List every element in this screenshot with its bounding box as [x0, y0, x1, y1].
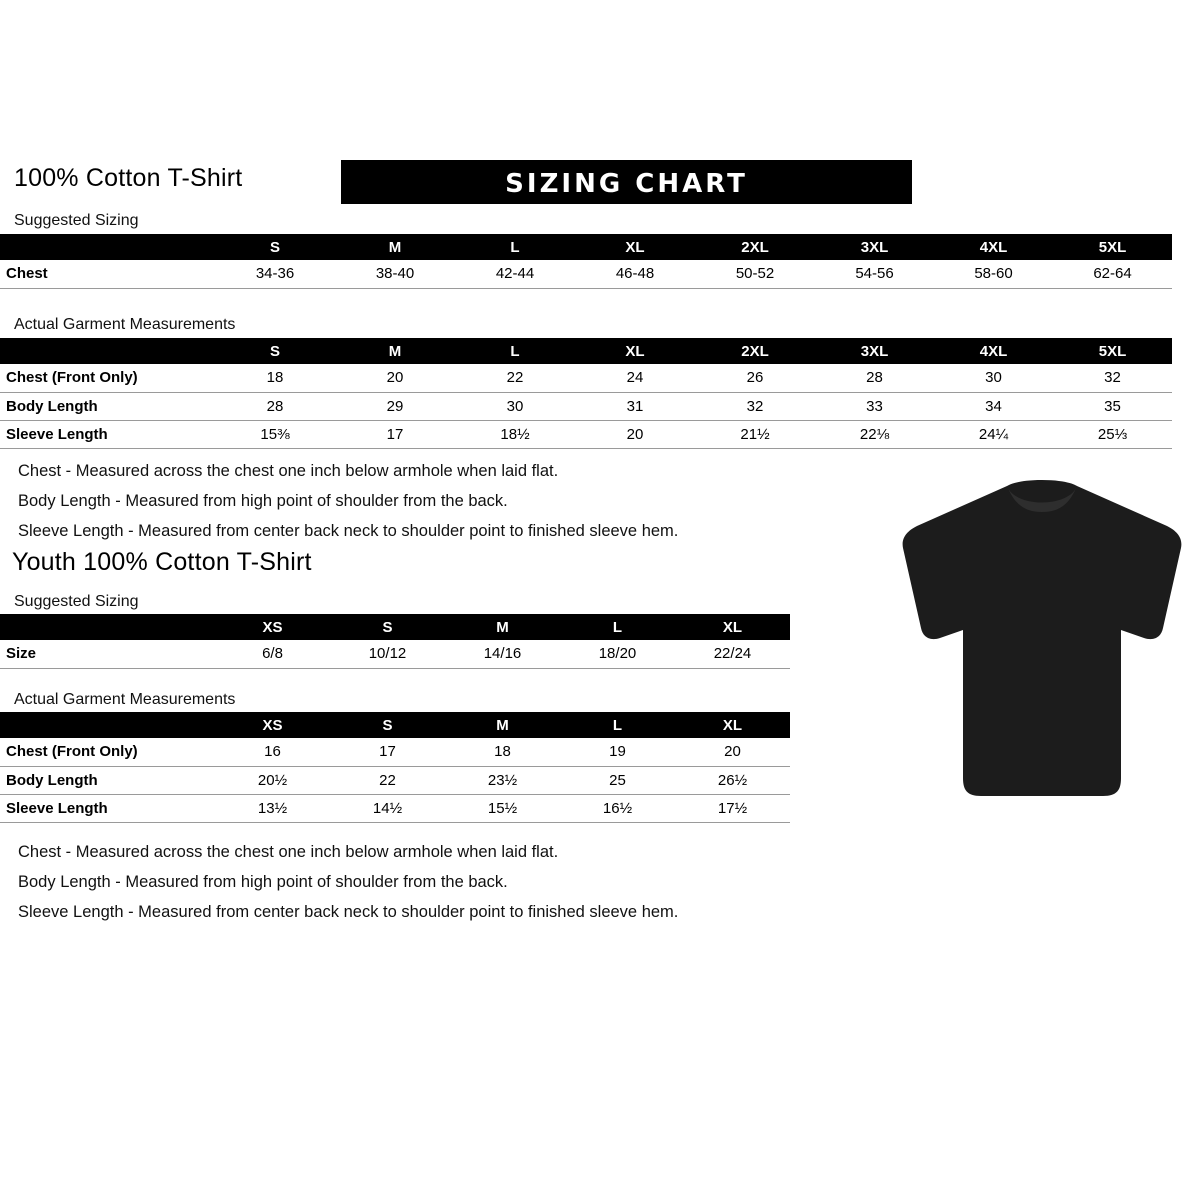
table-header-row	[0, 712, 790, 738]
youth-note-chest: Chest - Measured across the chest one inch below armhole when laid flat.	[18, 843, 559, 861]
row-label: Body Length	[6, 397, 98, 415]
cell: 54-56	[855, 265, 894, 283]
cell: 34	[985, 397, 1002, 415]
column-header: S	[269, 342, 280, 360]
cell: 25⅓	[1097, 425, 1128, 443]
tshirt-icon	[895, 478, 1190, 808]
column-header: XL	[625, 342, 645, 360]
adult-note-body-length: Body Length - Measured from high point of shoulder from the back.	[18, 492, 508, 510]
youth-note-sleeve-length: Sleeve Length - Measured from center back neck to shoulder point to finished sleeve hem.	[18, 903, 679, 921]
column-header: S	[269, 238, 280, 256]
cell: 21½	[740, 425, 770, 443]
adult-suggested-label: Suggested Sizing	[14, 212, 139, 229]
cell: 16	[264, 743, 281, 761]
cell: 20	[386, 369, 404, 387]
column-header: 3XL	[860, 342, 889, 360]
column-header: L	[510, 238, 520, 256]
cell: 20	[626, 425, 644, 443]
cell: 23½	[487, 771, 518, 789]
cell: 22	[379, 771, 396, 789]
row-label: Body Length	[6, 771, 98, 789]
cell: 26½	[717, 771, 748, 789]
column-header: M	[388, 342, 402, 360]
cell: 62-64	[1093, 265, 1132, 283]
cell: 34-36	[255, 265, 295, 283]
column-header	[0, 712, 215, 738]
column-header: M	[496, 716, 509, 734]
youth-actual-measurements-table	[0, 712, 790, 823]
table-row	[0, 364, 1172, 392]
column-header: M	[496, 618, 509, 636]
cell: 10/12	[368, 645, 407, 663]
row-label: Chest (Front Only)	[6, 369, 138, 387]
column-header	[0, 338, 215, 364]
cell: 50-52	[735, 265, 775, 283]
cell: 26	[746, 369, 764, 387]
cell: 18	[266, 369, 284, 387]
table-row	[0, 766, 790, 794]
cell: 25	[609, 771, 626, 789]
table-row	[0, 392, 1172, 420]
adult-actual-measurements-table	[0, 338, 1172, 449]
cell: 19	[609, 743, 626, 761]
table-row	[0, 260, 1172, 288]
cell: 15⅜	[260, 425, 290, 443]
cell: 28	[866, 369, 883, 387]
cell: 22	[506, 369, 524, 387]
column-header: L	[612, 716, 623, 734]
sizing-chart-banner	[341, 160, 912, 204]
column-header: 3XL	[860, 238, 889, 256]
column-header: XL	[625, 238, 645, 256]
cell: 20½	[257, 771, 288, 789]
cell: 13½	[257, 799, 288, 817]
cell: 14½	[372, 799, 403, 817]
youth-suggested-label: Suggested Sizing	[14, 593, 139, 610]
table-header-row	[0, 234, 1172, 260]
column-header: S	[382, 618, 393, 636]
row-label: Chest	[6, 265, 48, 283]
tshirt-image	[895, 478, 1190, 808]
adult-section-title: 100% Cotton T-Shirt	[14, 164, 243, 192]
cell: 33	[866, 397, 883, 415]
cell: 14/16	[483, 645, 522, 663]
cell: 22⅛	[859, 425, 890, 443]
adult-suggested-sizing-table	[0, 234, 1172, 289]
column-header: XL	[722, 716, 743, 734]
cell: 58-60	[974, 265, 1013, 283]
cell: 42-44	[495, 265, 535, 283]
cell: 22/24	[713, 645, 752, 663]
cell: 15½	[487, 799, 518, 817]
cell: 18	[494, 743, 511, 761]
cell: 17	[379, 743, 396, 761]
table-row	[0, 420, 1172, 448]
youth-section-title: Youth 100% Cotton T-Shirt	[12, 548, 312, 576]
column-header	[0, 614, 215, 640]
cell: 17	[386, 425, 404, 443]
column-header: L	[510, 342, 520, 360]
table-row	[0, 794, 790, 822]
table-row	[0, 640, 790, 668]
cell: 6/8	[262, 645, 283, 663]
column-header: 5XL	[1098, 342, 1127, 360]
youth-actual-label: Actual Garment Measurements	[14, 691, 236, 708]
adult-actual-label: Actual Garment Measurements	[14, 316, 236, 333]
table-row	[0, 738, 790, 766]
row-label: Sleeve Length	[6, 425, 108, 443]
cell: 16½	[602, 799, 633, 817]
cell: 24¼	[978, 425, 1009, 443]
cell: 38-40	[375, 265, 415, 283]
column-header: XS	[262, 716, 283, 734]
cell: 30	[506, 397, 524, 415]
row-label: Sleeve Length	[6, 799, 108, 817]
cell: 30	[985, 369, 1002, 387]
column-header: M	[388, 238, 402, 256]
cell: 29	[386, 397, 404, 415]
adult-note-chest: Chest - Measured across the chest one inch below armhole when laid flat.	[18, 462, 559, 480]
column-header: 4XL	[979, 238, 1008, 256]
adult-note-sleeve-length: Sleeve Length - Measured from center back neck to shoulder point to finished sleeve hem.	[18, 522, 679, 540]
column-header: 4XL	[979, 342, 1008, 360]
row-label: Chest (Front Only)	[6, 743, 138, 761]
cell: 17½	[717, 799, 748, 817]
youth-suggested-sizing-table	[0, 614, 790, 669]
column-header: XL	[722, 618, 743, 636]
column-header: S	[382, 716, 393, 734]
column-header: 5XL	[1098, 238, 1127, 256]
table-header-row	[0, 614, 790, 640]
cell: 46-48	[615, 265, 655, 283]
cell: 18½	[500, 425, 530, 443]
header-row	[14, 160, 1186, 206]
cell: 32	[746, 397, 764, 415]
row-label: Size	[6, 645, 37, 663]
column-header: L	[612, 618, 623, 636]
cell: 28	[266, 397, 284, 415]
sizing-chart-banner-label: SIZING CHART	[505, 169, 748, 199]
cell: 32	[1104, 369, 1121, 387]
column-header: XS	[262, 618, 283, 636]
cell: 20	[724, 743, 741, 761]
cell: 35	[1104, 397, 1121, 415]
cell: 31	[626, 397, 644, 415]
column-header	[0, 234, 215, 260]
youth-note-body-length: Body Length - Measured from high point of shoulder from the back.	[18, 873, 508, 891]
cell: 18/20	[598, 645, 637, 663]
column-header: 2XL	[741, 342, 769, 360]
column-header: 2XL	[741, 238, 769, 256]
table-header-row	[0, 338, 1172, 364]
cell: 24	[626, 369, 644, 387]
